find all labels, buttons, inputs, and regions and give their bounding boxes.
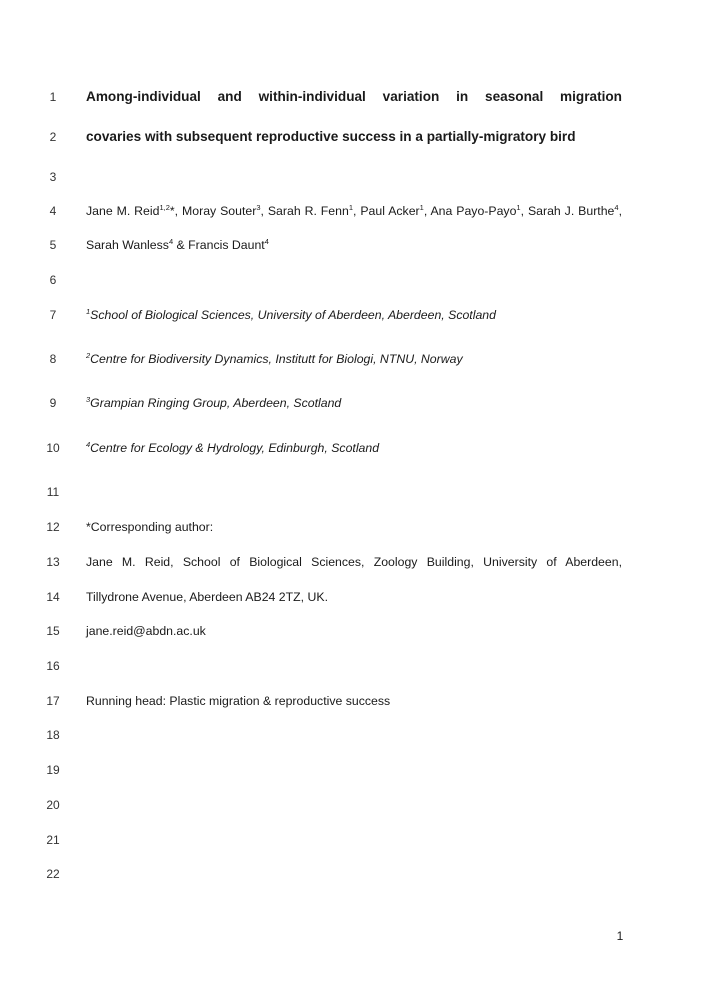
manuscript-line (0, 619, 707, 643)
manuscript-line (0, 758, 707, 782)
author-name: Jane M. Reid (86, 204, 160, 218)
line-number: 11 (46, 485, 60, 499)
line-number: 9 (49, 396, 57, 410)
author-name: Sarah R. Fenn (267, 204, 349, 218)
author-separator: , (353, 204, 361, 218)
line-number: 22 (46, 867, 60, 881)
author-affiliation-mark: 1 (516, 203, 521, 212)
manuscript-line (0, 793, 707, 817)
line-number: 17 (46, 694, 60, 708)
manuscript-line (0, 723, 707, 747)
affiliation (86, 436, 622, 460)
title-line-2: covaries with subsequent reproductive success in a partially-migratory bird (86, 129, 576, 144)
manuscript-line (0, 585, 707, 609)
line-number: 1 (49, 90, 57, 104)
author-name: Sarah J. Burthe (527, 204, 615, 218)
corresponding-author-label: *Corresponding author: (86, 520, 214, 534)
affiliation-text: Grampian Ringing Group, Aberdeen, Scotland (90, 396, 342, 410)
affiliation (86, 391, 622, 415)
author-affiliation-mark: 1 (348, 203, 353, 212)
author-separator: & (173, 238, 189, 252)
manuscript-line (0, 303, 707, 327)
affiliation-text: Centre for Biodiversity Dynamics, Institutt for Biologi, NTNU, Norway (90, 352, 463, 366)
manuscript-line (0, 550, 707, 574)
author-separator: , (260, 204, 268, 218)
line-number: 15 (46, 624, 60, 638)
affiliation (86, 347, 622, 371)
author-separator: , (520, 204, 528, 218)
author-name: Paul Acker (360, 204, 420, 218)
line-number: 6 (49, 273, 57, 287)
line-number: 7 (49, 308, 57, 322)
line-number: 12 (46, 520, 60, 534)
author-affiliation-mark: 4 (264, 237, 269, 246)
affiliation-text: Centre for Ecology & Hydrology, Edinburgh, Scotland (90, 441, 380, 455)
title-line-1: Among-individual and within-individual variation in seasonal migration (86, 89, 622, 104)
line-number: 3 (49, 170, 57, 184)
author-separator: , (423, 204, 431, 218)
line-number: 4 (49, 204, 57, 218)
author-affiliation-mark: 4 (168, 237, 174, 246)
manuscript-line (0, 515, 707, 539)
page-number: 1 (616, 929, 624, 943)
affiliation-mark: 4 (86, 440, 91, 449)
line-number: 20 (46, 798, 60, 812)
line-number: 5 (49, 238, 57, 252)
author-affiliation-mark: 1,2 (159, 203, 170, 212)
line-number: 8 (49, 352, 57, 366)
line-number: 19 (46, 763, 60, 777)
author-affiliation-mark: 1 (419, 203, 424, 212)
author-name: Francis Daunt (188, 238, 265, 252)
author-affiliation-mark: 3 (256, 203, 261, 212)
affiliation (86, 303, 622, 327)
line-number: 10 (46, 441, 60, 455)
manuscript-line (0, 165, 707, 189)
corresponding-address-line-2: Tillydrone Avenue, Aberdeen AB24 2TZ, UK. (86, 590, 328, 604)
affiliation-text: School of Biological Sciences, University of Aberdeen, Aberdeen, Scotland (90, 308, 496, 322)
manuscript-line (0, 85, 707, 109)
author-list-line-1 (86, 199, 622, 223)
manuscript-line (0, 391, 707, 415)
manuscript-line (0, 347, 707, 371)
running-head: Running head: Plastic migration & reproductive success (86, 694, 391, 708)
author-affiliation-mark: 4 (614, 203, 619, 212)
manuscript-line (0, 436, 707, 460)
affiliation-mark: 1 (86, 307, 91, 316)
manuscript-line (0, 862, 707, 886)
affiliation-mark: 2 (86, 351, 91, 360)
author-list-line-2 (86, 233, 622, 257)
author-name: Ana Payo-Payo (430, 204, 517, 218)
manuscript-line (0, 199, 707, 223)
author-name: Moray Souter (182, 204, 257, 218)
line-number: 21 (46, 833, 60, 847)
corresponding-email: jane.reid@abdn.ac.uk (86, 624, 206, 638)
line-number: 13 (46, 555, 60, 569)
author-separator: , (618, 204, 622, 218)
line-number: 16 (46, 659, 60, 673)
manuscript-line (0, 689, 707, 713)
affiliation-mark: 3 (86, 395, 91, 404)
manuscript-line (0, 125, 707, 149)
manuscript-line (0, 268, 707, 292)
line-number: 18 (46, 728, 60, 742)
manuscript-line (0, 654, 707, 678)
manuscript-line (0, 480, 707, 504)
line-number: 2 (49, 130, 57, 144)
author-separator: *, (169, 204, 183, 218)
corresponding-address-line-1: Jane M. Reid, School of Biological Sciences, Zoology Building, University of Aberdeen, (86, 555, 622, 569)
author-name: Sarah Wanless (86, 238, 169, 252)
line-number: 14 (46, 590, 60, 604)
manuscript-line (0, 233, 707, 257)
manuscript-line (0, 828, 707, 852)
